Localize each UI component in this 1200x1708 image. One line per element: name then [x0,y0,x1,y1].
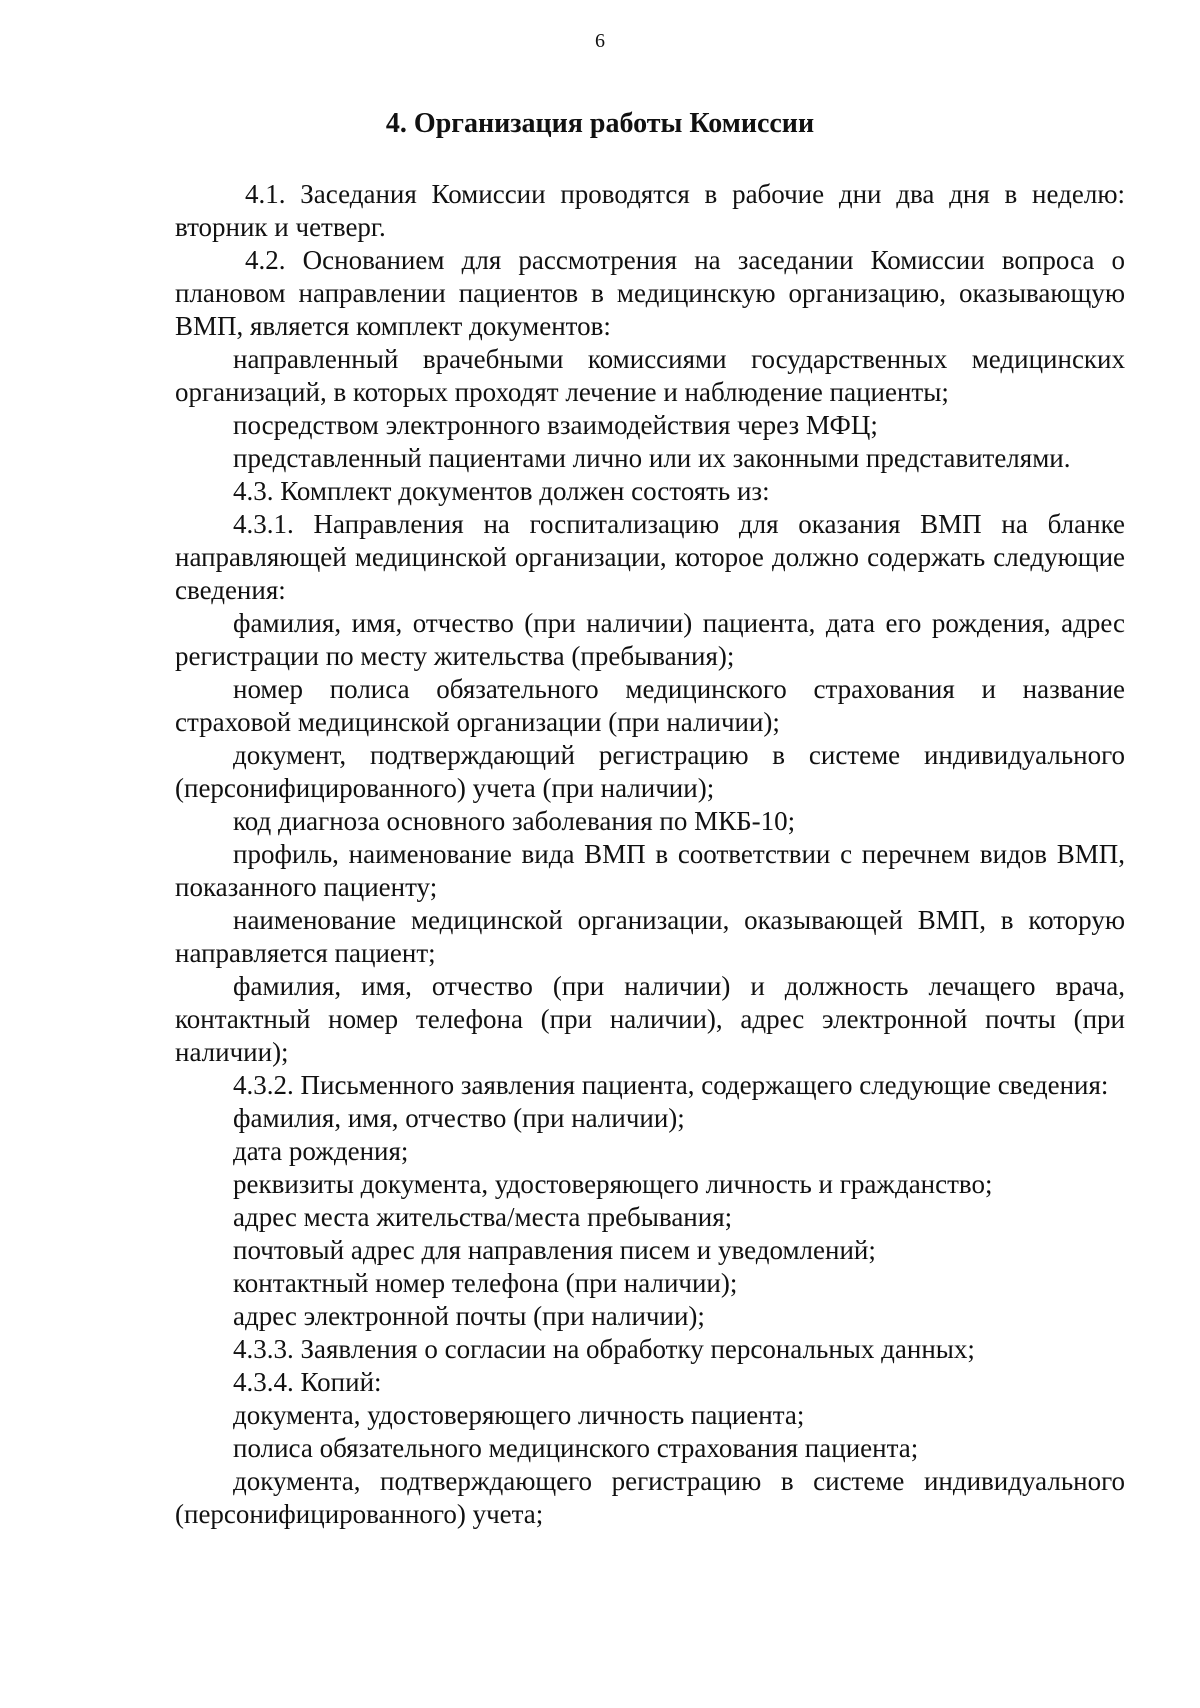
paragraph: 4.3.2. Письменного заявления пациента, содержащего следующие сведения: [233,1070,1109,1100]
paragraph: код диагноза основного заболевания по МКБ-10; [233,806,796,836]
paragraph: адрес электронной почты (при наличии); [233,1301,705,1331]
paragraph: фамилия, имя, отчество (при наличии); [233,1103,685,1133]
paragraph: 4.1. Заседания Комиссии проводятся в рабочие дни два дня в неделю: вторник и четверг. [175,179,1125,242]
paragraph: посредством электронного взаимодействия через МФЦ; [233,410,878,440]
paragraph: документа, удостоверяющего личность пациента; [233,1400,805,1430]
page-number: 6 [595,30,605,52]
paragraph: фамилия, имя, отчество (при наличии) и должность лечащего врача, контактный номер телефона (при наличии), адрес электронной почты (при наличии); [175,971,1125,1067]
paragraph: полиса обязательного медицинского страхования пациента; [233,1433,919,1463]
paragraph: фамилия, имя, отчество (при наличии) пациента, дата его рождения, адрес регистрации по месту жительства (пребывания); [175,608,1125,671]
section-title: 4. Организация работы Комиссии [385,108,815,139]
paragraph: профиль, наименование вида ВМП в соответствии с перечнем видов ВМП, показанного пациенту; [175,839,1125,902]
paragraph: реквизиты документа, удостоверяющего личность и гражданство; [233,1169,993,1199]
paragraph: дата рождения; [233,1136,409,1166]
paragraph: 4.3.4. Копий: [233,1367,382,1397]
document-body [175,178,1125,1531]
paragraph: номер полиса обязательного медицинского страхования и название страховой медицинской организации (при наличии); [175,674,1125,737]
paragraph: контактный номер телефона (при наличии); [233,1268,738,1298]
paragraph: документа, подтверждающего регистрацию в системе индивидуального (персонифицированного) учета; [175,1466,1125,1529]
paragraph: документ, подтверждающий регистрацию в системе индивидуального (персонифицированного) учета (при наличии); [175,740,1125,803]
paragraph: 4.2. Основанием для рассмотрения на заседании Комиссии вопроса о плановом направлении пациентов в медицинскую организацию, оказывающую ВМП, является комплект документов: [175,245,1125,341]
paragraph: представленный пациентами лично или их законными представителями. [233,443,1071,473]
paragraph: 4.3. Комплект документов должен состоять из: [233,476,770,506]
paragraph: направленный врачебными комиссиями государственных медицинских организаций, в которых проходят лечение и наблюдение пациенты; [175,344,1125,407]
paragraph: адрес места жительства/места пребывания; [233,1202,733,1232]
paragraph: 4.3.3. Заявления о согласии на обработку персональных данных; [233,1334,975,1364]
paragraph: наименование медицинской организации, оказывающей ВМП, в которую направляется пациент; [175,905,1125,968]
paragraph: 4.3.1. Направления на госпитализацию для оказания ВМП на бланке направляющей медицинской организации, которое должно содержать следующие сведения: [175,509,1125,605]
paragraph: почтовый адрес для направления писем и уведомлений; [233,1235,876,1265]
